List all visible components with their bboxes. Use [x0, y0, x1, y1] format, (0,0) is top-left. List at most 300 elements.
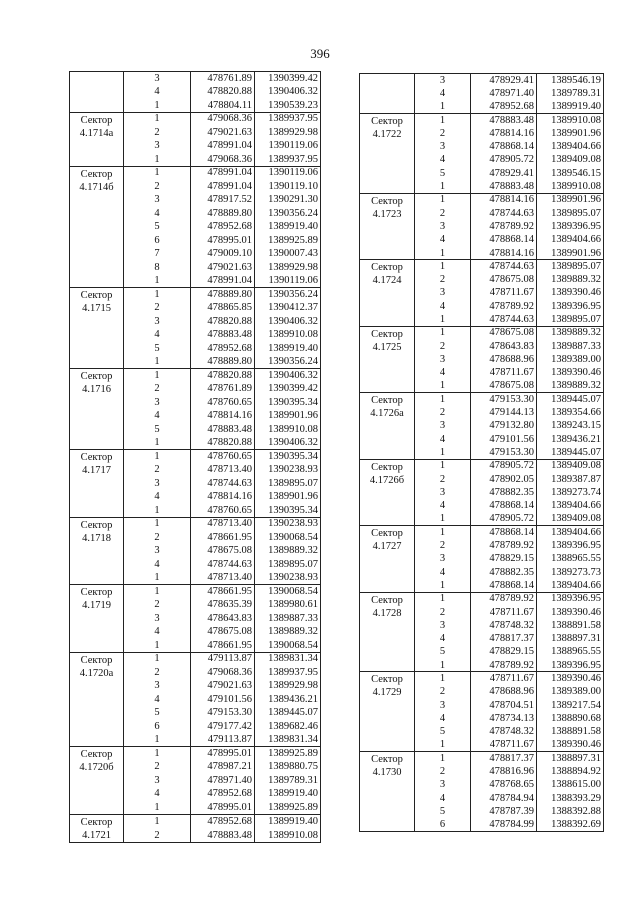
coord-x: 478787.39: [471, 805, 537, 818]
point-number: 4: [415, 792, 471, 805]
coord-x: 478761.89: [191, 382, 255, 396]
table-row: [70, 72, 321, 86]
sector-label: Сектор: [371, 754, 403, 766]
coord-y: 1389929.98: [255, 126, 321, 140]
coord-y: 1389546.19: [537, 74, 604, 87]
coord-y: 1388891.58: [537, 725, 604, 738]
point-number: 8: [124, 261, 191, 275]
point-number: 4: [124, 328, 191, 342]
coord-x: 478814.16: [191, 490, 255, 504]
point-number: 3: [124, 193, 191, 207]
coord-x: 479101.56: [191, 693, 255, 707]
sector-label: Сектор: [371, 328, 403, 340]
point-number: 3: [124, 72, 191, 86]
coord-y: 1389389.00: [537, 353, 604, 366]
coord-x: 478713.40: [191, 517, 255, 531]
table-row: [70, 288, 321, 302]
point-number: 1: [124, 436, 191, 450]
coord-y: 1389390.46: [537, 286, 604, 299]
coord-y: 1390412.37: [255, 301, 321, 315]
point-number: 1: [124, 450, 191, 464]
table-row: [360, 592, 604, 605]
coord-y: 1389682.46: [255, 720, 321, 734]
coord-x: 478971.40: [471, 87, 537, 100]
sector-cell: [70, 517, 124, 585]
coord-x: 478883.48: [191, 828, 255, 842]
point-number: 1: [124, 517, 191, 531]
coord-x: 478635.39: [191, 598, 255, 612]
point-number: 2: [124, 531, 191, 545]
coord-y: 1390395.34: [255, 450, 321, 464]
point-number: 1: [124, 153, 191, 167]
coord-y: 1389919.40: [255, 342, 321, 356]
sector-label: Сектор: [371, 115, 403, 127]
sector-number: 4.1727: [372, 541, 402, 553]
point-number: 1: [124, 99, 191, 113]
sector-label: Сектор: [80, 587, 113, 598]
coordinates-table-right: [359, 73, 604, 832]
point-number: 1: [124, 814, 191, 828]
coord-x: 478991.04: [191, 180, 255, 194]
coord-x: 478995.01: [191, 801, 255, 815]
point-number: 4: [124, 693, 191, 707]
point-number: 1: [124, 369, 191, 383]
coord-x: 479132.80: [471, 419, 537, 432]
sector-label: Сектор: [371, 461, 403, 473]
coord-y: 1389887.33: [255, 612, 321, 626]
coord-x: 478868.14: [471, 233, 537, 246]
coord-x: 478711.67: [471, 366, 537, 379]
point-number: 3: [415, 286, 471, 299]
coordinates-table-left: [69, 71, 321, 843]
point-number: 2: [124, 598, 191, 612]
coord-y: 1389436.21: [255, 693, 321, 707]
coord-x: 478744.63: [471, 206, 537, 219]
coord-x: 478814.16: [471, 246, 537, 259]
coord-y: 1390395.34: [255, 396, 321, 410]
point-number: 3: [124, 139, 191, 153]
coord-y: 1389396.95: [537, 300, 604, 313]
point-number: 2: [415, 605, 471, 618]
coord-y: 1389389.00: [537, 685, 604, 698]
point-number: 3: [124, 315, 191, 329]
coord-y: 1390399.42: [255, 72, 321, 86]
coord-x: 478889.80: [191, 355, 255, 369]
coord-x: 478760.65: [191, 504, 255, 518]
point-number: 1: [124, 355, 191, 369]
point-number: 3: [415, 353, 471, 366]
point-number: 2: [415, 406, 471, 419]
coord-x: 478889.80: [191, 288, 255, 302]
coord-y: 1388392.69: [537, 818, 604, 831]
table-row: [360, 326, 604, 339]
sector-cell: [360, 672, 415, 752]
coord-x: 478675.08: [191, 625, 255, 639]
point-number: 2: [415, 273, 471, 286]
coord-y: 1390238.93: [255, 571, 321, 585]
point-number: 1: [415, 393, 471, 406]
coord-y: 1389895.07: [255, 558, 321, 572]
coord-x: 478661.95: [191, 639, 255, 653]
coord-y: 1389925.89: [255, 801, 321, 815]
sector-cell: [70, 450, 124, 518]
table-row: [360, 672, 604, 685]
coord-y: 1390068.54: [255, 639, 321, 653]
point-number: 1: [415, 379, 471, 392]
table-row: [70, 166, 321, 180]
point-number: 1: [415, 752, 471, 765]
coord-x: 478789.92: [471, 300, 537, 313]
sector-label: Сектор: [80, 114, 113, 126]
coord-x: 478929.41: [471, 74, 537, 87]
coord-x: 478711.67: [471, 286, 537, 299]
coord-x: 478744.63: [191, 558, 255, 572]
coord-y: 1389546.15: [537, 167, 604, 180]
sector-number: 4.1730: [372, 767, 402, 779]
coord-y: 1389396.95: [537, 539, 604, 552]
sector-cell: [70, 369, 124, 450]
coord-y: 1390068.54: [255, 585, 321, 599]
coord-x: 478814.16: [471, 127, 537, 140]
point-number: 2: [124, 180, 191, 194]
point-number: 6: [124, 720, 191, 734]
coord-y: 1389895.07: [537, 313, 604, 326]
coord-x: 478704.51: [471, 698, 537, 711]
sector-label: Сектор: [371, 594, 403, 606]
coord-x: 479021.63: [191, 126, 255, 140]
coord-y: 1389919.40: [537, 100, 604, 113]
point-number: 4: [415, 87, 471, 100]
coord-y: 1388897.31: [537, 752, 604, 765]
point-number: 2: [415, 127, 471, 140]
coord-x: 478952.68: [471, 100, 537, 113]
coord-x: 479153.30: [471, 393, 537, 406]
table-row: [360, 459, 604, 472]
table-row: [360, 74, 604, 87]
point-number: 2: [415, 765, 471, 778]
sector-number: 4.1719: [82, 600, 111, 611]
sector-label: Сектор: [80, 452, 113, 463]
coord-y: 1389354.66: [537, 406, 604, 419]
sector-label: Сектор: [80, 654, 113, 666]
coord-y: 1389217.54: [537, 698, 604, 711]
coord-y: 1389895.07: [537, 206, 604, 219]
sector-cell: [70, 814, 124, 842]
point-number: 1: [415, 246, 471, 259]
coord-y: 1389387.87: [537, 472, 604, 485]
sector-number: 4.1726б: [369, 474, 405, 486]
coord-x: 478868.14: [471, 140, 537, 153]
coord-x: 478882.35: [471, 486, 537, 499]
sector-cell: [360, 592, 415, 672]
point-number: 4: [124, 409, 191, 423]
coord-x: 478917.52: [191, 193, 255, 207]
table-row: [70, 369, 321, 383]
coord-x: 478820.88: [191, 85, 255, 99]
point-number: 1: [124, 274, 191, 288]
coord-y: 1390238.93: [255, 517, 321, 531]
coord-x: 478744.63: [471, 313, 537, 326]
coord-x: 478661.95: [191, 531, 255, 545]
sector-label: Сектор: [80, 749, 113, 760]
coord-x: 479068.36: [191, 112, 255, 126]
coord-x: 478789.92: [471, 539, 537, 552]
coord-y: 1389390.46: [537, 605, 604, 618]
point-number: 3: [124, 774, 191, 788]
coord-y: 1390068.54: [255, 531, 321, 545]
table-row: [360, 526, 604, 539]
table-row: [70, 112, 321, 126]
coord-y: 1389445.07: [255, 706, 321, 720]
point-number: 1: [415, 193, 471, 206]
point-number: 5: [415, 805, 471, 818]
point-number: 1: [124, 288, 191, 302]
coord-y: 1389929.98: [255, 679, 321, 693]
coord-y: 1389925.89: [255, 234, 321, 248]
point-number: 4: [124, 625, 191, 639]
point-number: 1: [415, 446, 471, 459]
point-number: 5: [415, 167, 471, 180]
table-row: [360, 393, 604, 406]
coord-y: 1390356.24: [255, 355, 321, 369]
coord-x: 479113.87: [191, 733, 255, 747]
coord-x: 478761.89: [191, 72, 255, 86]
sector-number: 4.1729: [372, 687, 402, 699]
point-number: 5: [415, 725, 471, 738]
coord-y: 1390406.32: [255, 85, 321, 99]
point-number: 1: [415, 512, 471, 525]
coord-y: 1388890.68: [537, 712, 604, 725]
sector-number: 4.1726а: [370, 408, 404, 420]
coord-y: 1389404.66: [537, 579, 604, 592]
coord-y: 1389445.07: [537, 446, 604, 459]
coord-x: 478929.41: [471, 167, 537, 180]
point-number: 3: [415, 419, 471, 432]
coord-x: 478902.05: [471, 472, 537, 485]
point-number: 4: [415, 366, 471, 379]
coord-y: 1389409.08: [537, 512, 604, 525]
point-number: 3: [415, 74, 471, 87]
coord-x: 478734.13: [471, 712, 537, 725]
table-row: [70, 517, 321, 531]
coord-x: 478711.67: [471, 738, 537, 751]
point-number: 1: [124, 801, 191, 815]
coord-x: 478675.08: [191, 544, 255, 558]
table-row: [70, 814, 321, 828]
sector-label: Сектор: [371, 195, 403, 207]
coord-y: 1388965.55: [537, 645, 604, 658]
coord-x: 479068.36: [191, 153, 255, 167]
coord-y: 1389901.96: [537, 127, 604, 140]
coord-x: 478744.63: [191, 477, 255, 491]
sector-label: Сектор: [80, 371, 113, 382]
sector-cell: [360, 74, 415, 114]
coord-x: 478952.68: [191, 220, 255, 234]
sector-cell: [360, 459, 415, 525]
coord-y: 1389880.75: [255, 760, 321, 774]
sector-label: Сектор: [80, 519, 113, 531]
coord-y: 1390406.32: [255, 436, 321, 450]
coord-x: 478817.37: [471, 752, 537, 765]
coord-y: 1390119.10: [255, 180, 321, 194]
coord-x: 478952.68: [191, 814, 255, 828]
point-number: 2: [415, 339, 471, 352]
point-number: 2: [124, 126, 191, 140]
sector-label: Сектор: [371, 262, 403, 274]
sector-cell: [70, 747, 124, 815]
coord-x: 478865.85: [191, 301, 255, 315]
coord-y: 1389396.95: [537, 220, 604, 233]
coord-y: 1389889.32: [255, 625, 321, 639]
coord-y: 1389980.61: [255, 598, 321, 612]
point-number: 4: [415, 300, 471, 313]
coord-y: 1389889.32: [255, 544, 321, 558]
table-row: [360, 752, 604, 765]
point-number: 1: [415, 326, 471, 339]
coord-x: 478748.32: [471, 619, 537, 632]
coord-x: 478816.96: [471, 765, 537, 778]
coord-y: 1389404.66: [537, 233, 604, 246]
coord-y: 1390356.24: [255, 288, 321, 302]
sector-cell: [70, 112, 124, 166]
coord-y: 1389404.66: [537, 499, 604, 512]
coord-y: 1389396.95: [537, 659, 604, 672]
point-number: 2: [124, 828, 191, 842]
coord-y: 1388393.29: [537, 792, 604, 805]
sector-label: Сектор: [80, 290, 113, 301]
sector-cell: [360, 326, 415, 392]
coord-x: 478952.68: [191, 787, 255, 801]
coord-x: 478713.40: [191, 463, 255, 477]
coord-x: 478643.83: [191, 612, 255, 626]
coord-x: 478820.88: [191, 436, 255, 450]
point-number: 6: [415, 818, 471, 831]
coord-y: 1389409.08: [537, 153, 604, 166]
point-number: 5: [124, 706, 191, 720]
table-row: [70, 747, 321, 761]
coord-x: 478868.14: [471, 579, 537, 592]
coord-y: 1390007.43: [255, 247, 321, 261]
coord-y: 1389910.08: [537, 113, 604, 126]
coord-x: 478868.14: [471, 526, 537, 539]
coord-y: 1389390.46: [537, 366, 604, 379]
coord-y: 1389901.96: [255, 409, 321, 423]
coord-y: 1389919.40: [255, 220, 321, 234]
coord-y: 1390119.06: [255, 166, 321, 180]
point-number: 4: [415, 712, 471, 725]
sector-number: 4.1714б: [79, 181, 114, 193]
coord-x: 479113.87: [191, 652, 255, 666]
point-number: 1: [415, 579, 471, 592]
table-row: [70, 585, 321, 599]
coord-y: 1389409.08: [537, 459, 604, 472]
point-number: 3: [415, 619, 471, 632]
sector-number: 4.1722: [372, 128, 402, 140]
point-number: 4: [415, 499, 471, 512]
coord-x: 478643.83: [471, 339, 537, 352]
point-number: 1: [415, 738, 471, 751]
point-number: 1: [415, 659, 471, 672]
coord-y: 1388615.00: [537, 778, 604, 791]
sector-number: 4.1723: [372, 208, 402, 220]
coord-y: 1389396.95: [537, 592, 604, 605]
coord-x: 478889.80: [191, 207, 255, 221]
coord-y: 1389937.95: [255, 666, 321, 680]
coord-x: 478675.08: [471, 326, 537, 339]
sector-number: 4.1720б: [79, 762, 114, 773]
coord-y: 1389831.34: [255, 733, 321, 747]
table-row: [360, 113, 604, 126]
coord-x: 478675.08: [471, 273, 537, 286]
sector-cell: [70, 166, 124, 288]
point-number: 2: [124, 463, 191, 477]
point-number: 1: [124, 571, 191, 585]
point-number: 3: [415, 778, 471, 791]
coord-x: 479101.56: [471, 433, 537, 446]
sector-number: 4.1716: [82, 384, 111, 395]
coord-x: 479021.63: [191, 679, 255, 693]
sector-number: 4.1728: [372, 607, 402, 619]
coord-y: 1389404.66: [537, 140, 604, 153]
coord-y: 1390539.23: [255, 99, 321, 113]
coord-x: 478995.01: [191, 747, 255, 761]
coord-x: 478789.92: [471, 659, 537, 672]
coord-x: 478713.40: [191, 571, 255, 585]
point-number: 1: [124, 747, 191, 761]
coord-x: 478784.99: [471, 818, 537, 831]
point-number: 3: [415, 698, 471, 711]
point-number: 3: [124, 396, 191, 410]
point-number: 2: [415, 206, 471, 219]
coord-x: 478768.65: [471, 778, 537, 791]
sector-cell: [360, 193, 415, 259]
coord-x: 478711.67: [471, 672, 537, 685]
point-number: 1: [415, 592, 471, 605]
coord-x: 478868.14: [471, 499, 537, 512]
coord-x: 478814.16: [471, 193, 537, 206]
coord-x: 478814.16: [191, 409, 255, 423]
coord-y: 1389889.32: [537, 273, 604, 286]
point-number: 1: [415, 672, 471, 685]
coord-y: 1390291.30: [255, 193, 321, 207]
point-number: 1: [415, 313, 471, 326]
coord-x: 478952.68: [191, 342, 255, 356]
sector-number: 4.1715: [82, 303, 111, 314]
coord-y: 1389390.46: [537, 672, 604, 685]
coord-x: 478883.48: [191, 423, 255, 437]
point-number: 3: [415, 552, 471, 565]
point-number: 6: [124, 234, 191, 248]
sector-label: Сектор: [371, 395, 403, 407]
sector-number: 4.1718: [82, 532, 111, 544]
point-number: 5: [415, 645, 471, 658]
coord-x: 478829.15: [471, 645, 537, 658]
point-number: 1: [124, 585, 191, 599]
coord-y: 1389273.74: [537, 486, 604, 499]
point-number: 2: [415, 685, 471, 698]
sector-cell: [70, 652, 124, 747]
point-number: 1: [124, 639, 191, 653]
coord-y: 1389929.98: [255, 261, 321, 275]
coord-x: 478804.11: [191, 99, 255, 113]
coord-y: 1390406.32: [255, 315, 321, 329]
point-number: 7: [124, 247, 191, 261]
sector-number: 4.1714а: [79, 127, 114, 139]
coord-y: 1389910.08: [537, 180, 604, 193]
coord-x: 479068.36: [191, 666, 255, 680]
coord-x: 478991.04: [191, 274, 255, 288]
coord-y: 1389889.32: [537, 379, 604, 392]
